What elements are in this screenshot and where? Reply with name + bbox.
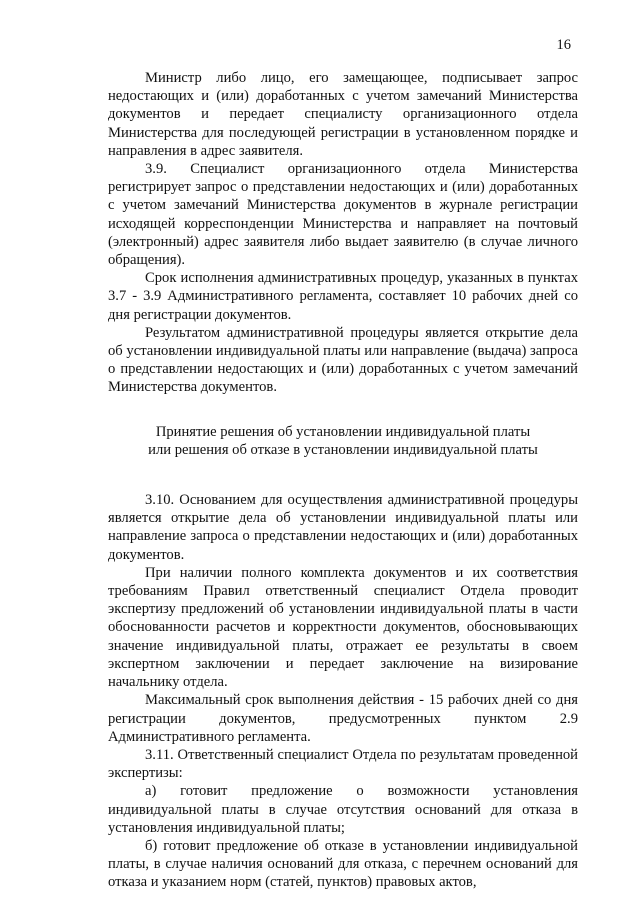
paragraph-item-a: а) готовит предложение о возможности установления индивидуальной платы в случае отсутствия оснований для отказа в установления индивидуальной платы; — [108, 783, 578, 836]
paragraph-expertise: При наличии полного комплекта документов и их соответствия требованиям Правил ответственный специалист Отдела проводит экспертизу предложений об установлении индивидуальной платы в части обоснованности расчетов и корректности документов, обосновывающих значение индивидуальной платы, отражает ее результаты в своем экспертном заключении и передает заключение на визирование начальнику отдела. — [108, 564, 578, 691]
page-number: 16 — [556, 37, 571, 53]
section-heading — [108, 423, 578, 459]
paragraph-3-10: 3.10. Основанием для осуществления административной процедуры является открытие дела об установлении индивидуальной платы или направление запроса о представлении недостающих и (или) доработанных документов. — [108, 492, 578, 563]
paragraph-procedure-result: Результатом административной процедуры является открытие дела об установлении индивидуальной платы или направление (выдача) запроса о представлении недостающих и (или) доработанных с учетом замечаний Министерства документов. — [108, 324, 578, 396]
paragraph-procedure-deadline: Срок исполнения административных процедур, указанных в пунктах 3.7 - 3.9 Административного регламента, составляет 10 рабочих дней со дня регистрации документов. — [108, 270, 578, 323]
document-body — [108, 69, 578, 892]
paragraph-3-9: 3.9. Специалист организационного отдела Министерства регистрирует запрос о представлении недостающих и (или) доработанных с учетом замечаний Министерства документов в журнале регистрации исходящей корреспонденции Министерства и направляет на почтовый (электронный) адрес заявителя либо выдает заявителю (в случае личного обращения). — [108, 161, 578, 269]
section-heading-line-1: Принятие решения об установлении индивидуальной платы — [155, 423, 531, 440]
section-heading-line-2: или решения об отказе в установлении индивидуальной платы — [148, 441, 538, 458]
paragraph-3-11: 3.11. Ответственный специалист Отдела по результатам проведенной экспертизы: — [108, 746, 578, 782]
paragraph-max-deadline: Максимальный срок выполнения действия - 15 рабочих дней со дня регистрации документов, предусмотренных пунктом 2.9 Административного регламента. — [108, 692, 578, 745]
paragraph-minister-signs-request: Министр либо лицо, его замещающее, подписывает запрос недостающих и (или) доработанных с учетом замечаний Министерства документов и передает специалисту организационного отдела Министерства для последующей регистрации в установленном порядке и направления в адрес заявителя. — [108, 70, 578, 159]
paragraph-item-b: б) готовит предложение об отказе в установлении индивидуальной платы, в случае наличия оснований для отказа, с перечнем оснований для отказа и указанием норм (статей, пунктов) правовых актов, — [108, 837, 578, 891]
